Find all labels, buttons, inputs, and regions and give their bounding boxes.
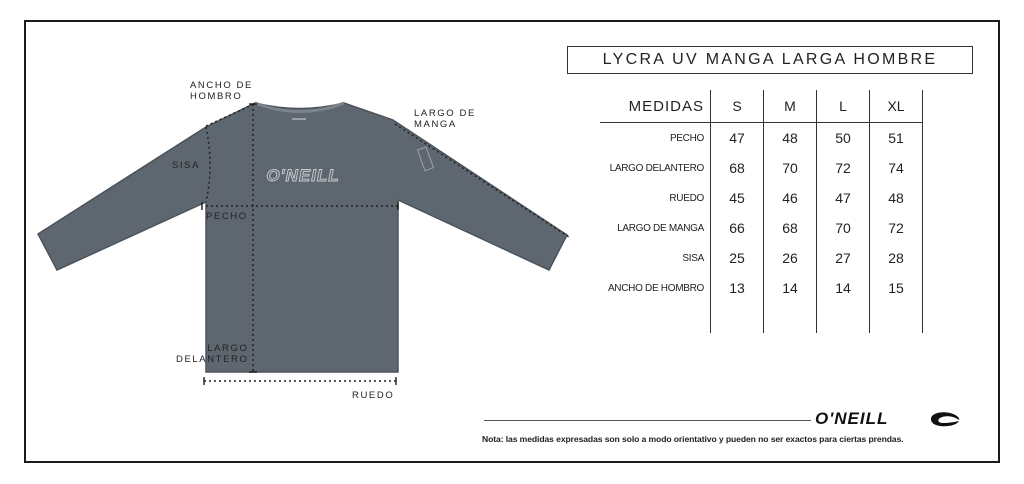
header-size: S (711, 90, 764, 123)
row-label: LARGO DELANTERO (609, 162, 704, 174)
table-row (600, 243, 923, 273)
table-cell: 14 (817, 273, 870, 303)
table-cell: 72 (817, 153, 870, 183)
table-cell: 47 (711, 123, 764, 154)
table-cell: 51 (870, 123, 923, 154)
table-cell: 68 (764, 213, 817, 243)
table-cell: 28 (870, 243, 923, 273)
chart-title: LYCRA UV MANGA LARGA HOMBRE (567, 46, 973, 74)
shirt-logo: O'NEILL (266, 166, 340, 185)
table-cell: 50 (817, 123, 870, 154)
table-cell: 27 (817, 243, 870, 273)
table-cell: 13 (711, 273, 764, 303)
label-ruedo: RUEDO (352, 390, 395, 401)
table-cell: 72 (870, 213, 923, 243)
table-row (600, 153, 923, 183)
table-row (600, 273, 923, 303)
table-header-row (600, 90, 923, 123)
table-cell: 45 (711, 183, 764, 213)
table-cell: 25 (711, 243, 764, 273)
label-largo-de-manga: LARGO DE MANGA (414, 108, 476, 130)
brand-logo: O'NEILL (815, 409, 889, 428)
shirt-shape (38, 103, 567, 372)
table-cell: 68 (711, 153, 764, 183)
header-medidas: MEDIDAS (600, 90, 711, 123)
label-pecho: PECHO (206, 211, 248, 222)
table-cell: 26 (764, 243, 817, 273)
header-size: M (764, 90, 817, 123)
table-cell: 15 (870, 273, 923, 303)
row-label: LARGO DE MANGA (617, 222, 704, 234)
header-size: L (817, 90, 870, 123)
label-ancho-de-hombro: ANCHO DE HOMBRO (190, 80, 253, 102)
table-cell: 46 (764, 183, 817, 213)
table-cell: 70 (764, 153, 817, 183)
table-cell: 14 (764, 273, 817, 303)
row-label: ANCHO DE HOMBRO (607, 282, 704, 294)
table-row (600, 183, 923, 213)
row-label: RUEDO (669, 192, 704, 204)
row-label: PECHO (669, 132, 704, 144)
table-row (600, 123, 923, 154)
table-cell: 48 (870, 183, 923, 213)
table-cell: 74 (870, 153, 923, 183)
table-cell: 70 (817, 213, 870, 243)
footnote: Nota: las medidas expresadas son solo a modo orientativo y pueden no ser exactos para ciertas prendas. (482, 434, 904, 444)
table-cell: 47 (817, 183, 870, 213)
footer-divider (484, 420, 811, 421)
table-cell: 48 (764, 123, 817, 154)
oneill-wave-icon (928, 410, 962, 428)
row-label: SISA (682, 252, 704, 264)
table-spacer-row (600, 303, 923, 333)
header-size: XL (870, 90, 923, 123)
table-cell: 66 (711, 213, 764, 243)
label-sisa: SISA (172, 160, 201, 171)
size-table (600, 90, 923, 333)
label-largo-delantero: LARGO DELANTERO (176, 343, 249, 365)
table-row (600, 213, 923, 243)
